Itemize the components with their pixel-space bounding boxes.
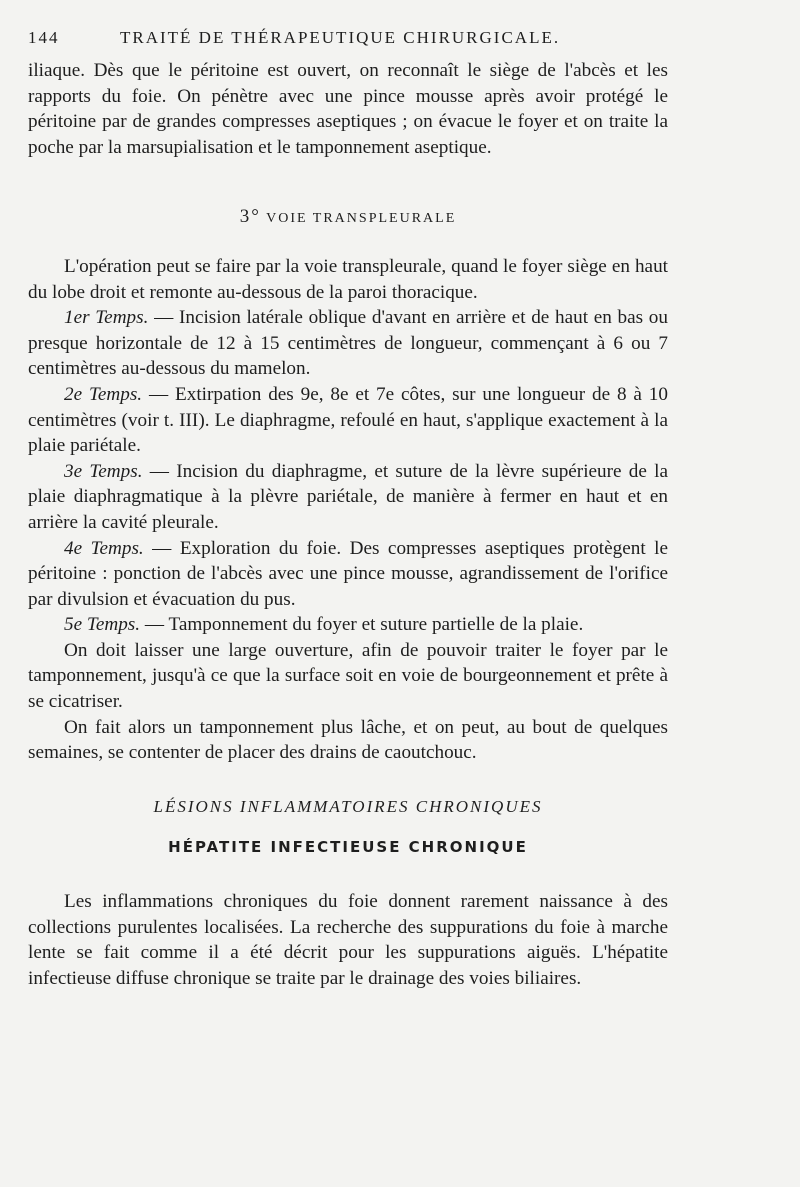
step-5-text: — Tamponnement du foyer et suture partielle de la plaie. [140, 614, 584, 636]
step-4 [28, 536, 668, 613]
step-4-text: — Exploration du foie. Des compresses aseptiques protègent le péritoine : ponction de l'abcès avec une pince mousse, agrandissement de l'orifice par divulsion et évacuation du pus. [28, 537, 668, 610]
step-2 [28, 382, 668, 459]
step-3 [28, 459, 668, 536]
subsection-title: VOIE TRANSPLEURALE [266, 211, 457, 227]
subsection-number: 3° [239, 206, 261, 228]
transpleural-intro: L'opération peut se faire par la voie transpleurale, quand le foyer siège en haut du lobe droit et remonte au-dessous de la paroi thoracique. [28, 255, 668, 303]
step-2-label: 2e Temps. [64, 383, 143, 405]
step-5-label: 5e Temps. [64, 614, 141, 636]
closing-paragraph-2: On fait alors un tamponnement plus lâche, et on peut, au bout de quelques semaines, se contenter de placer des drains de caoutchouc. [28, 716, 668, 764]
step-1-label: 1er Temps. [64, 307, 149, 329]
step-4-label: 4e Temps. [64, 537, 144, 559]
step-2-text: — Extirpation des 9e, 8e et 7e côtes, sur une longueur de 8 à 10 centimètres (voir t. III). Le diaphragme, refoulé en haut, s'applique exactement à la plaie pariétale. [28, 383, 668, 457]
section-title: LÉSIONS INFLAMMATOIRES CHRONIQUES [153, 796, 543, 816]
intro-paragraph: iliaque. Dès que le péritoine est ouvert, on reconnaît le siège de l'abcès et les rapports du foie. On pénètre avec une pince mousse après avoir protégé le péritoine par de grandes compresses aseptiques ; on évacue le foyer et on traite la poche par la marsupialisation et le tamponnement aseptique. [28, 60, 668, 158]
page-body [28, 58, 668, 991]
running-title: TRAITÉ DE THÉRAPEUTIQUE CHIRURGICALE. [120, 28, 561, 47]
step-5 [28, 612, 668, 638]
step-1 [28, 305, 668, 382]
closing-paragraph-1: On doit laisser une large ouverture, afin de pouvoir traiter le foyer par le tamponnement, jusqu'à ce que la surface soit en voie de bourgeonnement et prête à se cicatriser. [28, 639, 668, 713]
step-1-text: — Incision latérale oblique d'avant en arrière et de haut en bas ou presque horizontale de 12 à 15 centimètres de longueur, commençant à 6 ou 7 centimètres au-dessous du mamelon. [28, 307, 668, 380]
step-3-text: — Incision du diaphragme, et suture de la lèvre supérieure de la plaie diaphragmatique à la plèvre pariétale, de manière à fermer en haut et en arrière la cavité pleurale. [28, 460, 669, 533]
sub-section-title: HÉPATITE INFECTIEUSE CHRONIQUE [168, 838, 528, 857]
page-header [28, 22, 768, 52]
final-paragraph: Les inflammations chroniques du foie donnent rarement naissance à des collections purulentes localisées. La recherche des suppurations du foie à marche lente se fait comme il a été décrit pour les suppurations aiguës. L'hépatite infectieuse diffuse chronique se traite par le drainage des voies biliaires. [28, 891, 668, 989]
page-number: 144 [28, 28, 60, 47]
step-3-label: 3e Temps. [64, 460, 143, 482]
subsection-heading [28, 204, 668, 232]
